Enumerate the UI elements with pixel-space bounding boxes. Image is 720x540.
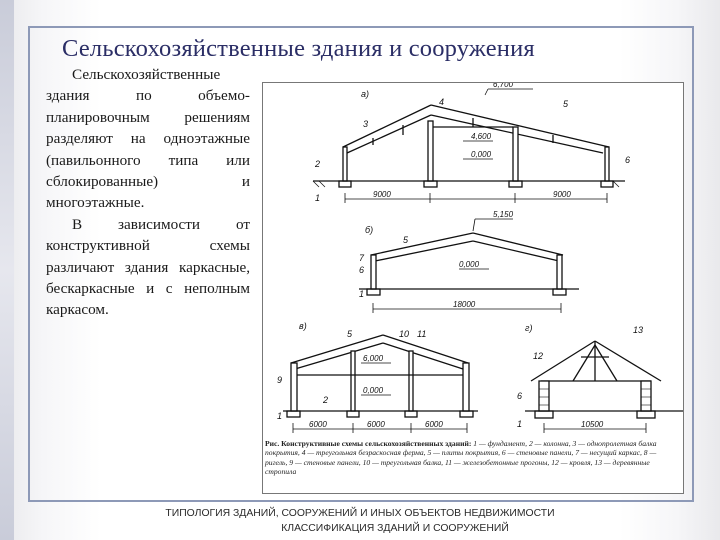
level-mid-a: 4,600 [471,132,492,141]
footing-a2 [424,181,437,187]
roof-right-a [431,105,609,147]
callout-6-a: 6 [625,155,631,165]
callout-2-v: 2 [323,395,329,405]
callout-6-b: 6 [359,265,365,275]
span-3-v: 6000 [425,420,443,429]
callout-1-a: 1 [315,193,321,203]
brace-right-g [595,345,617,381]
level-floor-b: 0,000 [459,260,480,269]
caption-title: Рис. Конструктивные схемы сельскохозяйственных зданий: [265,439,472,448]
wall-right-g [641,381,651,411]
callout-3-a: 3 [363,119,369,129]
panel-v-label: в) [299,321,307,331]
column-2-v [409,351,413,411]
slide-title: Сельскохозяйственные здания и сооружения [62,35,535,62]
callout-5-b: 5 [403,235,409,245]
callout-9-v: 9 [277,375,283,385]
slide-left-accent [0,0,14,540]
span-g: 10500 [581,420,604,429]
wall-right-b [557,255,562,289]
paragraph-structural-scheme: В зависимости от конструктивной схемы различают здания каркасные, бескаркасные и с неполным каркасом. [46,215,250,319]
panel-g-label: г) [525,323,533,333]
structural-schemes-figure [262,82,684,494]
panel-b-label: б) [365,225,374,235]
footer-line-2: КЛАССИФИКАЦИЯ ЗДАНИЙ И СООРУЖЕНИЙ [281,522,509,534]
callout-12-g: 12 [533,351,544,361]
callout-7-b: 7 [359,253,365,263]
truss-chord-a [347,115,431,153]
level-lower-v: 0,000 [363,386,384,395]
scheme-a [313,89,625,203]
footing-a1 [339,181,351,187]
column-right-a [513,127,518,181]
figure-caption [265,439,679,477]
footing-v1 [287,411,300,417]
footer-line-1: ТИПОЛОГИЯ ЗДАНИЙ, СООРУЖЕНИЙ И ИНЫХ ОБЪЕКТОВ НЕДВИЖИМОСТИ [165,508,555,519]
roof-left-a [343,105,431,147]
level-floor-a: 0,000 [471,150,492,159]
level-ridge-a: 6,700 [493,83,514,89]
footing-v2 [347,411,359,417]
callout-1-g: 1 [517,419,523,429]
structural-schemes-drawing [263,83,683,493]
span-2-v: 6000 [367,420,385,429]
footing-v4 [460,411,473,417]
callout-11-v: 11 [417,329,427,339]
wall-left-a [343,147,347,181]
brace-left-g [573,345,595,381]
callout-13-g: 13 [633,325,644,335]
paragraph-building-planning: Сельскохозяйственные здания по объемо-планировочным решениям разделяют на одноэтажные (павильонного типа или сблокированные) и многоэтажные. [46,66,250,212]
footing-g1 [535,411,553,418]
scheme-v [283,335,478,433]
callout-1-v: 1 [277,411,283,421]
roof-right-v [383,335,468,363]
wall-left-g [539,381,549,411]
column-1-v [351,351,355,411]
panel-a-label: а) [361,89,370,99]
footing-b2 [553,289,566,295]
slide-footer [0,507,720,536]
level-ridge-b: 5,150 [493,210,514,219]
callout-5-v: 5 [347,329,353,339]
wall-left-b [371,255,376,289]
span-right-a: 9000 [553,190,571,199]
footing-a4 [601,181,613,187]
level-upper-v: 6,000 [363,354,384,363]
roof-inner-right-v [383,343,463,369]
caption-text: 1 — фундамент, 2 — колонна, 3 — однопролетная балка покрытия, 4 — треугольная безраскосная ферма, 5 — плиты покрытия, 6 — стеновые панели, 7 — несущий каркас, 8 — ригель, 9 — стеновые панели, 10 — треугольная балка, 11 — железобетонные прогоны, 12 — кровля, 13 — деревянные стропила [265,439,657,477]
footing-b1 [367,289,380,295]
column-middle-a [428,121,433,181]
footing-v3 [405,411,417,417]
callout-6-g: 6 [517,391,523,401]
span-left-a: 9000 [373,190,391,199]
wall-left-v [291,363,297,411]
footing-g2 [637,411,655,418]
slide-body-text [46,64,250,321]
wall-right-v [463,363,469,411]
footing-a3 [509,181,522,187]
callout-5-a: 5 [563,99,569,109]
wall-right-a [605,147,609,181]
scheme-g [525,341,683,433]
span-1-v: 6000 [309,420,327,429]
callout-2-a: 2 [315,159,321,169]
callout-4-a: 4 [439,97,445,107]
callout-1-b: 1 [359,289,365,299]
span-b: 18000 [453,300,476,309]
callout-10-v: 10 [399,329,410,339]
